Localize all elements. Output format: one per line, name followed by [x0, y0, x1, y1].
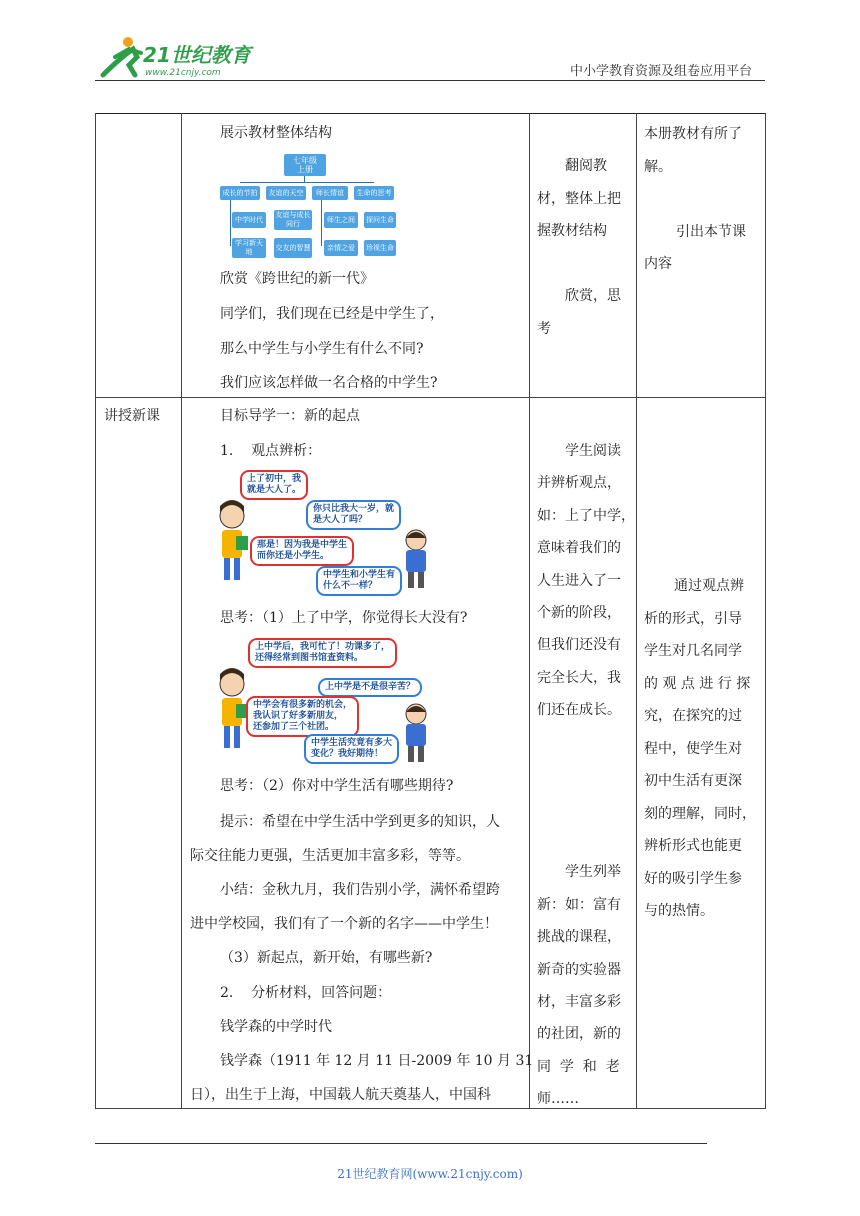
speech-bubble: 上中学后，我可忙了！功课多了， 还得经常到图书馆查资料。 — [248, 638, 397, 668]
chart-root: 七年级 上册 — [284, 154, 326, 176]
goal-heading: 目标导学一：新的起点 — [220, 408, 360, 424]
think-question-1: 思考：（1）上了中学，你觉得长大没有? — [220, 610, 468, 626]
textbook-structure-chart — [218, 152, 398, 260]
chart-unit-4: 生命的思考 — [354, 186, 394, 200]
table-row-divider — [95, 397, 766, 398]
material-title: 钱学森的中学时代 — [220, 1019, 332, 1035]
chart-lesson: 亲情之爱 — [324, 240, 358, 256]
teacher-line: 我们应该怎样做一名合格的中学生? — [220, 375, 438, 391]
chart-lesson: 珍视生命 — [364, 240, 396, 256]
teacher-line: 欣赏《跨世纪的新一代》 — [220, 271, 374, 287]
chart-lesson: 探问生命 — [364, 212, 396, 228]
item-2: 2. 分析材料，回答问题： — [220, 985, 392, 1001]
boy-figure-icon — [400, 702, 432, 764]
speech-bubble: 你只比我大一岁，就 是大人了吗？ — [306, 500, 401, 530]
table-border-left — [95, 113, 96, 1109]
header-divider — [95, 80, 765, 81]
footer-divider — [95, 1143, 707, 1144]
design-intent-1: 本册教材有所了 解。 引出本节课 内容 — [644, 126, 746, 272]
student-activity-2: 学生阅读 并辨析观点， 如：上了中学， 意味着我们的 人生进入了一 个新的阶段， 但我们还没有 完全长大，我 们还在成长。 学生列举 新：如：富有 挑战的课程， 新奇的实验器 材，丰富多彩 的社团，新的 同 学 和 老 师…… — [537, 443, 635, 1108]
teacher-line: 那么中学生与小学生有什么不同? — [220, 341, 424, 357]
speech-bubble: 中学会有很多新的机会， 我认识了好多新朋友， 还参加了三个社团。 — [246, 696, 359, 737]
teacher-line: 同学们，我们现在已经是中学生了， — [220, 306, 444, 322]
summary-line: 小结：金秋九月，我们告别小学，满怀希望跨 — [220, 882, 500, 898]
girl-figure-icon — [212, 498, 252, 588]
svg-text:www.21cnjy.com: www.21cnjy.com — [145, 68, 221, 78]
chart-lesson: 友谊与成长同行 — [275, 211, 311, 228]
table-col-divider-2 — [529, 113, 530, 1109]
material-paragraph: 日），出生于上海，中国载人航天奠基人，中国科 — [190, 1087, 491, 1103]
dialogue-illustration-1 — [210, 468, 435, 596]
table-bottom-border — [95, 1108, 766, 1109]
summary-line: 进中学校园，我们有了一个新的名字——中学生！ — [190, 916, 498, 932]
hint-line: 提示：希望在中学生活中学到更多的知识，人 — [220, 814, 500, 830]
speech-bubble: 那是！因为我是中学生 而你还是小学生。 — [250, 536, 354, 566]
chart-unit-2: 友谊的天空 — [266, 186, 306, 200]
chart-unit-1: 成长的节拍 — [220, 186, 260, 200]
platform-name: 中小学教育资源及组卷应用平台 — [570, 64, 753, 79]
row-label: 讲授新课 — [104, 408, 160, 424]
speech-bubble: 中学生活究竟有多大 变化？我好期待！ — [304, 734, 399, 764]
svg-text:21世纪教育: 21世纪教育 — [143, 43, 251, 67]
section-title: 展示教材整体结构 — [220, 125, 332, 141]
item-1: 1. 观点辨析： — [220, 443, 322, 459]
speech-bubble: 上了初中，我 就是大人了。 — [240, 470, 308, 500]
table-col-divider-3 — [636, 113, 637, 1109]
table-col-divider-1 — [181, 113, 182, 1109]
table-top-border — [95, 113, 765, 114]
student-activity-1: 翻阅教 材，整体上把 握教材结构 欣赏，思 考 — [537, 158, 621, 337]
chart-lesson: 中学时代 — [232, 212, 266, 228]
hint-line: 际交往能力更强，生活更加丰富多彩，等等。 — [190, 848, 470, 864]
dialogue-illustration-2 — [210, 636, 435, 766]
material-paragraph: 钱学森（1911 年 12 月 11 日-2009 年 10 月 31 — [220, 1053, 534, 1069]
site-logo — [95, 35, 265, 80]
table-border-right — [765, 113, 766, 1109]
think-question-2: 思考：（2）你对中学生活有哪些期待? — [220, 778, 454, 794]
speech-bubble: 中学生和小学生有 什么不一样？ — [316, 566, 402, 596]
boy-figure-icon — [400, 528, 432, 590]
speech-bubble: 上中学是不是很辛苦？ — [318, 678, 422, 697]
chart-lesson: 学习新天地 — [232, 238, 266, 258]
chart-lesson: 交友的智慧 — [274, 238, 312, 258]
chart-unit-3: 师长情谊 — [312, 186, 348, 200]
footer-site[interactable]: 21世纪教育网(www.21cnjy.com) — [337, 1167, 523, 1181]
chart-lesson: 师生之间 — [324, 212, 358, 228]
question-3: （3）新起点，新开始，有哪些新? — [220, 950, 433, 966]
design-intent-2: 通过观点辨 析的形式，引导 学生对几名同学 的 观 点 进 行 探 究，在探究的过 程中，使学生对 初中生活有更深 刻的理解，同时， 辨析形式也能更 好的吸引学生参 与的热情。 — [644, 578, 756, 919]
